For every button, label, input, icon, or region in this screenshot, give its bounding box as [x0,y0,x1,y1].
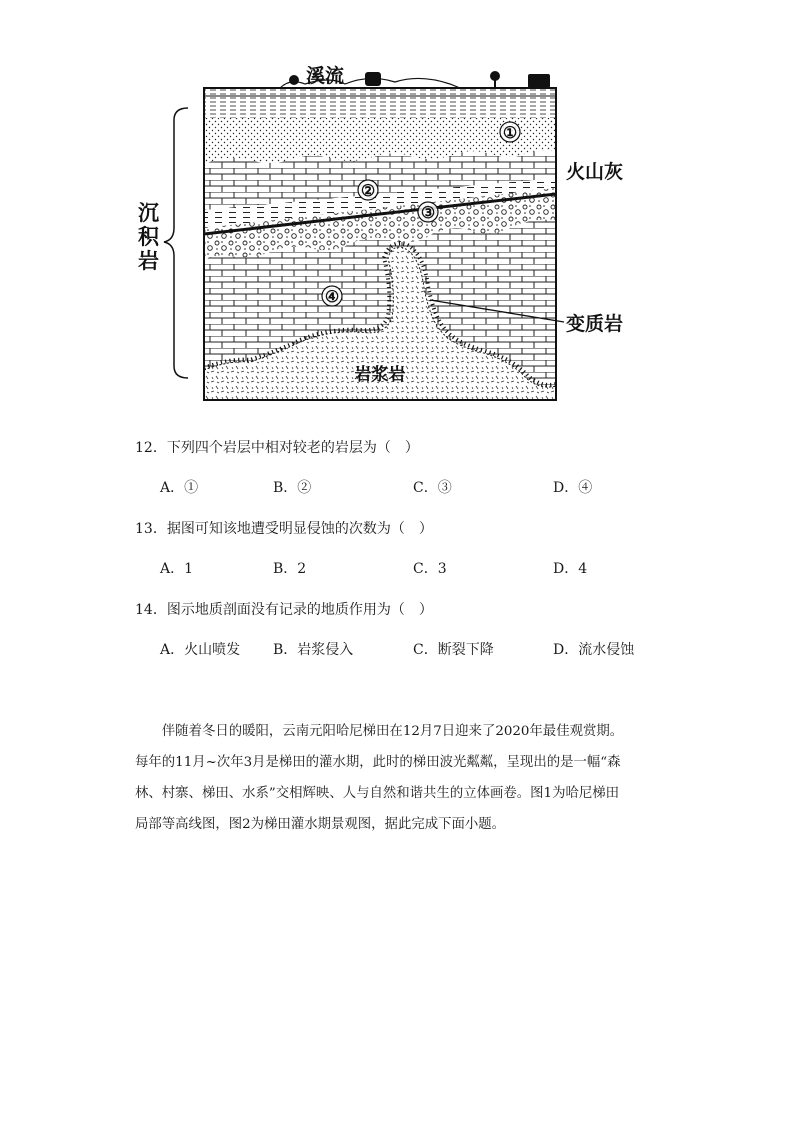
question-14-option-d[interactable]: D．流水侵蚀 [553,642,635,658]
question-13-options [160,559,640,579]
volcanic-ash-label: 火山灰 [566,161,624,183]
question-13-stem: 13．据图可知该地遭受明显侵蚀的次数为（ ） [135,521,433,537]
house-icon-2 [528,74,550,88]
question-14-option-b[interactable]: B．岩浆侵入 [273,642,354,658]
question-12-options [160,478,640,498]
question-14-options [160,640,640,660]
cross-section-svg [130,60,670,410]
question-13-option-d[interactable]: D．4 [553,561,588,577]
metamorphic-rock-label: 变质岩 [566,313,624,335]
reading-passage [135,716,675,840]
question-12-stem: 12．下列四个岩层中相对较老的岩层为（ ） [135,440,419,456]
svg-text:积: 积 [138,224,159,249]
passage-line-3: 林、村寨、梯田、水系”交相辉映、人与自然和谐共生的立体画卷。图1为哈尼梯田 [135,786,620,801]
magmatic-rock-label: 岩浆岩 [354,365,406,385]
layer-1-marker: ① [502,123,518,142]
question-14-option-a[interactable]: A．火山喷发 [160,642,241,658]
sedimentary-rock-label [138,200,160,273]
layer-2-marker: ② [360,181,376,200]
topsoil-band [204,88,556,118]
question-12-option-d[interactable]: D．④ [553,480,593,496]
question-12-option-a[interactable]: A．① [160,480,199,496]
question-12-option-b[interactable]: B．② [273,480,312,496]
question-14-option-c[interactable]: C．断裂下降 [413,642,494,658]
layer-3-marker: ③ [420,203,436,222]
question-12-option-c[interactable]: C．③ [413,480,452,496]
passage-line-2: 每年的11月~次年3月是梯田的灌水期，此时的梯田波光粼粼，呈现出的是一幅“森 [135,755,621,770]
question-14-stem: 14．图示地质剖面没有记录的地质作用为（ ） [135,602,433,618]
svg-text:岩: 岩 [138,248,159,273]
shrub-icon [289,75,299,85]
sedimentary-bracket [164,108,188,378]
svg-text:沉: 沉 [138,200,159,225]
geologic-cross-section-figure [130,60,670,410]
passage-line-1: 伴随着冬日的暖阳，云南元阳哈尼梯田在12月7日迎来了2020年最佳观赏期。 [161,724,624,739]
layer-4-marker: ④ [324,287,340,306]
question-13-option-c[interactable]: C．3 [413,561,447,577]
house-icon-1 [365,72,381,86]
stream-label: 溪流 [306,65,345,87]
passage-line-4: 局部等高线图，图2为梯田灌水期景观图，据此完成下面小题。 [135,817,506,832]
question-13-option-a[interactable]: A．1 [160,561,194,577]
question-13-option-b[interactable]: B．2 [273,561,307,577]
